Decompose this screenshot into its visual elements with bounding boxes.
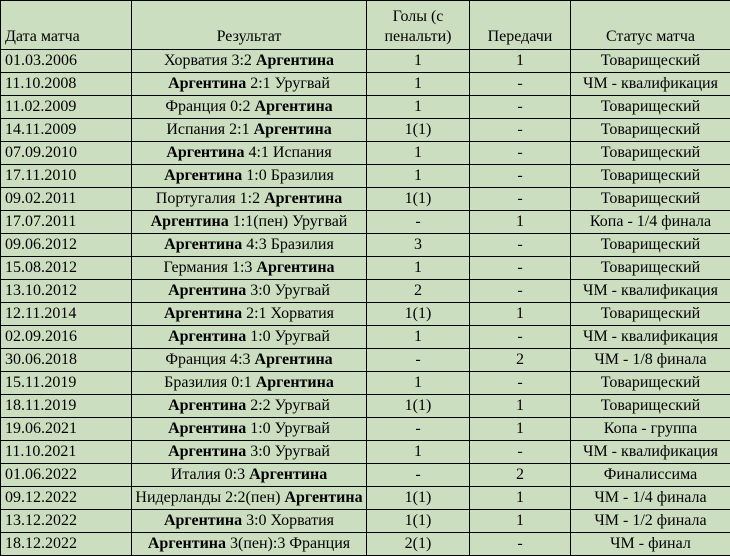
match-date: 18.11.2019: [1, 395, 132, 418]
result-text: Нидерланды 2:2(пен): [135, 489, 285, 506]
result-team-bold: Аргентина: [164, 167, 243, 184]
match-date: 15.11.2019: [1, 372, 132, 395]
result-text: 3:0 Хорватия: [242, 512, 335, 529]
result-text: 1:1(пен) Уругвай: [228, 213, 348, 230]
result-text: Португалия 1:2: [155, 190, 265, 207]
match-status: Товарищеский: [571, 257, 730, 280]
assists-cell: 1: [470, 395, 571, 418]
table-row: [1, 50, 730, 73]
assists-cell: 1: [470, 487, 571, 510]
header-date: Дата матча: [1, 1, 132, 50]
match-date: 19.06.2021: [1, 418, 132, 441]
assists-cell: 1: [470, 303, 571, 326]
assists-cell: -: [470, 73, 571, 96]
result-team-bold: Аргентина: [163, 305, 243, 322]
table-row: [1, 395, 730, 418]
header-assists: Передачи: [470, 1, 571, 50]
match-result: [132, 349, 367, 372]
result-text: 4:1 Испания: [244, 144, 332, 161]
match-status: Копа - 1/4 финала: [571, 211, 730, 234]
match-result: [132, 96, 367, 119]
match-date: 01.06.2022: [1, 464, 132, 487]
match-result: [132, 119, 367, 142]
table-row: [1, 188, 730, 211]
result-text: Италия 0:3: [170, 466, 250, 483]
match-date: 14.11.2009: [1, 119, 132, 142]
table-row: [1, 464, 730, 487]
assists-cell: -: [470, 533, 571, 556]
table-row: [1, 326, 730, 349]
match-date: 09.06.2012: [1, 234, 132, 257]
match-result: [132, 188, 367, 211]
match-result: [132, 395, 367, 418]
match-status: Копа - группа: [571, 418, 730, 441]
result-team-bold: Аргентина: [147, 535, 226, 552]
assists-cell: -: [470, 142, 571, 165]
match-date: 17.07.2011: [1, 211, 132, 234]
result-team-bold: Аргентина: [164, 236, 243, 253]
result-team-bold: Аргентина: [256, 259, 335, 276]
assists-cell: -: [470, 441, 571, 464]
match-result: [132, 326, 367, 349]
goals-cell: 1(1): [367, 395, 470, 418]
goals-cell: 1(1): [367, 303, 470, 326]
assists-cell: -: [470, 372, 571, 395]
match-status: Товарищеский: [571, 96, 730, 119]
goals-cell: 2(1): [367, 533, 470, 556]
table-row: [1, 73, 730, 96]
result-team-bold: Аргентина: [264, 190, 343, 207]
table-row: [1, 533, 730, 556]
match-date: 07.09.2010: [1, 142, 132, 165]
result-text: 3:0 Уругвай: [246, 282, 330, 299]
goals-cell: -: [367, 418, 470, 441]
result-team-bold: Аргентина: [254, 351, 333, 368]
match-status: ЧМ - 1/2 финала: [571, 510, 730, 533]
match-result: [132, 533, 367, 556]
result-team-bold: Аргентина: [255, 374, 334, 391]
match-date: 13.10.2012: [1, 280, 132, 303]
table-row: [1, 211, 730, 234]
match-result: [132, 73, 367, 96]
match-result: [132, 165, 367, 188]
match-result: [132, 372, 367, 395]
goals-cell: 1: [367, 326, 470, 349]
result-text: Хорватия 3:2: [163, 52, 256, 69]
result-text: 2:2 Уругвай: [246, 397, 330, 414]
match-status: Финалиссима: [571, 464, 730, 487]
assists-cell: 1: [470, 510, 571, 533]
result-team-bold: Аргентина: [168, 397, 247, 414]
result-team-bold: Аргентина: [254, 98, 333, 115]
assists-cell: 2: [470, 349, 571, 372]
table-row: [1, 487, 730, 510]
table-body: [1, 50, 730, 556]
match-date: 12.11.2014: [1, 303, 132, 326]
assists-cell: 2: [470, 464, 571, 487]
goals-cell: 3: [367, 234, 470, 257]
result-team-bold: Аргентина: [166, 144, 245, 161]
result-text: 4:3 Бразилия: [242, 236, 334, 253]
match-status: Товарищеский: [571, 142, 730, 165]
table-row: [1, 349, 730, 372]
match-date: 02.09.2016: [1, 326, 132, 349]
match-result: [132, 257, 367, 280]
goals-cell: -: [367, 211, 470, 234]
match-result: [132, 211, 367, 234]
match-status: ЧМ - квалификация: [571, 280, 730, 303]
table-row: [1, 257, 730, 280]
match-result: [132, 510, 367, 533]
match-status: ЧМ - финал: [571, 533, 730, 556]
goals-cell: 2: [367, 280, 470, 303]
match-result: [132, 441, 367, 464]
result-team-bold: Аргентина: [255, 52, 335, 69]
goals-cell: 1: [367, 96, 470, 119]
result-team-bold: Аргентина: [168, 420, 247, 437]
assists-cell: -: [470, 234, 571, 257]
goals-cell: -: [367, 349, 470, 372]
result-team-bold: Аргентина: [163, 512, 243, 529]
table-row: [1, 372, 730, 395]
goals-cell: 1: [367, 142, 470, 165]
goals-cell: -: [367, 464, 470, 487]
assists-cell: -: [470, 257, 571, 280]
match-result: [132, 280, 367, 303]
result-team-bold: Аргентина: [168, 328, 247, 345]
result-text: Франция 4:3: [165, 351, 255, 368]
result-team-bold: Аргентина: [168, 282, 247, 299]
match-status: ЧМ - квалификация: [571, 441, 730, 464]
table-row: [1, 119, 730, 142]
match-date: 11.10.2008: [1, 73, 132, 96]
goals-cell: 1(1): [367, 188, 470, 211]
result-text: Франция 0:2: [165, 98, 255, 115]
header-status: Статус матча: [571, 1, 730, 50]
result-text: 1:0 Уругвай: [246, 328, 330, 345]
goals-cell: 1: [367, 73, 470, 96]
assists-cell: -: [470, 119, 571, 142]
goals-cell: 1: [367, 372, 470, 395]
match-date: 09.12.2022: [1, 487, 132, 510]
match-result: [132, 303, 367, 326]
assists-cell: 1: [470, 418, 571, 441]
match-result: [132, 50, 367, 73]
assists-cell: -: [470, 165, 571, 188]
goals-cell: 1: [367, 50, 470, 73]
goals-cell: 1: [367, 257, 470, 280]
match-status: Товарищеский: [571, 372, 730, 395]
result-text: 3:0 Уругвай: [246, 443, 330, 460]
match-status: ЧМ - квалификация: [571, 73, 730, 96]
header-row: [1, 1, 730, 50]
result-team-bold: Аргентина: [253, 121, 332, 138]
match-date: 09.02.2011: [1, 188, 132, 211]
assists-cell: -: [470, 188, 571, 211]
result-team-bold: Аргентина: [284, 489, 363, 506]
match-status: Товарищеский: [571, 303, 730, 326]
result-text: 2:1 Хорватия: [242, 305, 335, 322]
table-row: [1, 510, 730, 533]
match-date: 11.10.2021: [1, 441, 132, 464]
result-text: 2:1 Уругвай: [246, 75, 330, 92]
match-result: [132, 142, 367, 165]
match-date: 11.02.2009: [1, 96, 132, 119]
result-text: 1:0 Уругвай: [246, 420, 330, 437]
match-date: 18.12.2022: [1, 533, 132, 556]
result-text: 1:0 Бразилия: [242, 167, 334, 184]
match-date: 30.06.2018: [1, 349, 132, 372]
goals-cell: 1(1): [367, 119, 470, 142]
match-status: ЧМ - 1/4 финала: [571, 487, 730, 510]
match-status: Товарищеский: [571, 119, 730, 142]
goals-cell: 1(1): [367, 510, 470, 533]
match-date: 01.03.2006: [1, 50, 132, 73]
assists-cell: 1: [470, 211, 571, 234]
match-status: Товарищеский: [571, 395, 730, 418]
match-result: [132, 464, 367, 487]
table-row: [1, 142, 730, 165]
match-date: 17.11.2010: [1, 165, 132, 188]
goals-cell: 1: [367, 165, 470, 188]
assists-cell: -: [470, 326, 571, 349]
result-text: Бразилия 0:1: [164, 374, 256, 391]
match-status: Товарищеский: [571, 234, 730, 257]
match-result: [132, 487, 367, 510]
match-status: Товарищеский: [571, 188, 730, 211]
match-status: Товарищеский: [571, 50, 730, 73]
table-row: [1, 418, 730, 441]
result-text: Германия 1:3: [163, 259, 257, 276]
result-team-bold: Аргентина: [249, 466, 328, 483]
match-status: ЧМ - квалификация: [571, 326, 730, 349]
table-row: [1, 96, 730, 119]
header-result: Результат: [132, 1, 367, 50]
goals-cell: 1: [367, 441, 470, 464]
table-row: [1, 303, 730, 326]
match-result: [132, 418, 367, 441]
table-row: [1, 280, 730, 303]
assists-cell: -: [470, 96, 571, 119]
table-row: [1, 234, 730, 257]
table-row: [1, 441, 730, 464]
header-goals: Голы (с пенальти): [367, 1, 470, 50]
assists-cell: -: [470, 280, 571, 303]
result-text: 3(пен):3 Франция: [226, 535, 351, 552]
assists-cell: 1: [470, 50, 571, 73]
result-team-bold: Аргентина: [168, 443, 247, 460]
result-team-bold: Аргентина: [150, 213, 229, 230]
match-date: 13.12.2022: [1, 510, 132, 533]
goals-cell: 1(1): [367, 487, 470, 510]
match-status: Товарищеский: [571, 165, 730, 188]
match-status: ЧМ - 1/8 финала: [571, 349, 730, 372]
result-team-bold: Аргентина: [168, 75, 247, 92]
match-date: 15.08.2012: [1, 257, 132, 280]
table-row: [1, 165, 730, 188]
match-result: [132, 234, 367, 257]
result-text: Испания 2:1: [166, 121, 254, 138]
